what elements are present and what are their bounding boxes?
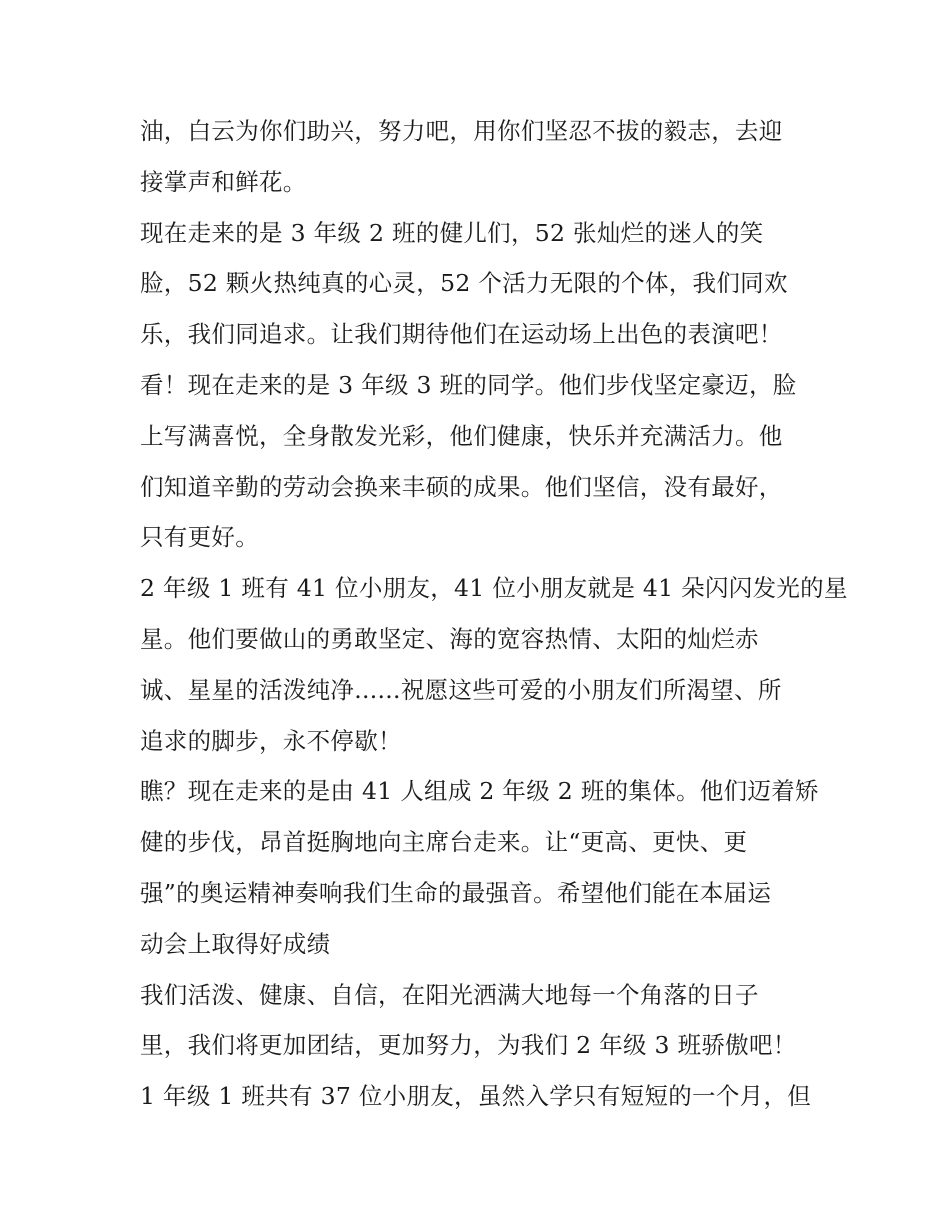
text-line-14: 瞧？现在走来的是由 41 人组成 2 年级 2 班的集体。他们迈着矫: [140, 777, 819, 806]
document-body: [140, 106, 848, 1122]
text-line-19: 里，我们将更加团结，更加努力，为我们 2 年级 3 班骄傲吧！: [140, 1031, 797, 1060]
text-line-8: 们知道辛勤的劳动会换来丰硕的成果。他们坚信，没有最好，: [140, 472, 783, 501]
text-line-9: 只有更好。: [140, 523, 259, 552]
text-line-16: 强”的奥运精神奏响我们生命的最强音。希望他们能在本届运: [140, 878, 772, 907]
text-line-15: 健的步伐，昂首挺胸地向主席台走来。让“更高、更快、更: [140, 828, 748, 857]
text-line-3: 现在走来的是 3 年级 2 班的健儿们，52 张灿烂的迷人的笑: [140, 218, 764, 247]
text-line-5: 乐，我们同追求。让我们期待他们在运动场上出色的表演吧！: [140, 320, 783, 349]
text-line-7: 上写满喜悦，全身散发光彩，他们健康，快乐并充满活力。他: [140, 421, 783, 450]
text-line-18: 我们活泼、健康、自信，在阳光洒满大地每一个角落的日子: [140, 980, 759, 1009]
text-line-13: 追求的脚步，永不停歇！: [140, 726, 402, 755]
text-line-10: 2 年级 1 班有 41 位小朋友，41 位小朋友就是 41 朵闪闪发光的星: [140, 574, 848, 603]
text-line-4: 脸，52 颗火热纯真的心灵，52 个活力无限的个体，我们同欢: [140, 269, 788, 298]
text-line-1: 油，白云为你们助兴，努力吧，用你们坚忍不拔的毅志，去迎: [140, 117, 783, 145]
text-line-2: 接掌声和鲜花。: [140, 167, 307, 196]
text-line-11: 星。他们要做山的勇敢坚定、海的宽容热情、太阳的灿烂赤: [140, 624, 759, 653]
text-line-17: 动会上取得好成绩: [140, 929, 331, 958]
text-line-20: 1 年级 1 班共有 37 位小朋友，虽然入学只有短短的一个月，但: [140, 1082, 812, 1111]
text-line-12: 诚、星星的活泼纯净......祝愿这些可爱的小朋友们所渴望、所: [140, 675, 782, 704]
text-line-6: 看！现在走来的是 3 年级 3 班的同学。他们步伐坚定豪迈，脸: [140, 370, 797, 399]
